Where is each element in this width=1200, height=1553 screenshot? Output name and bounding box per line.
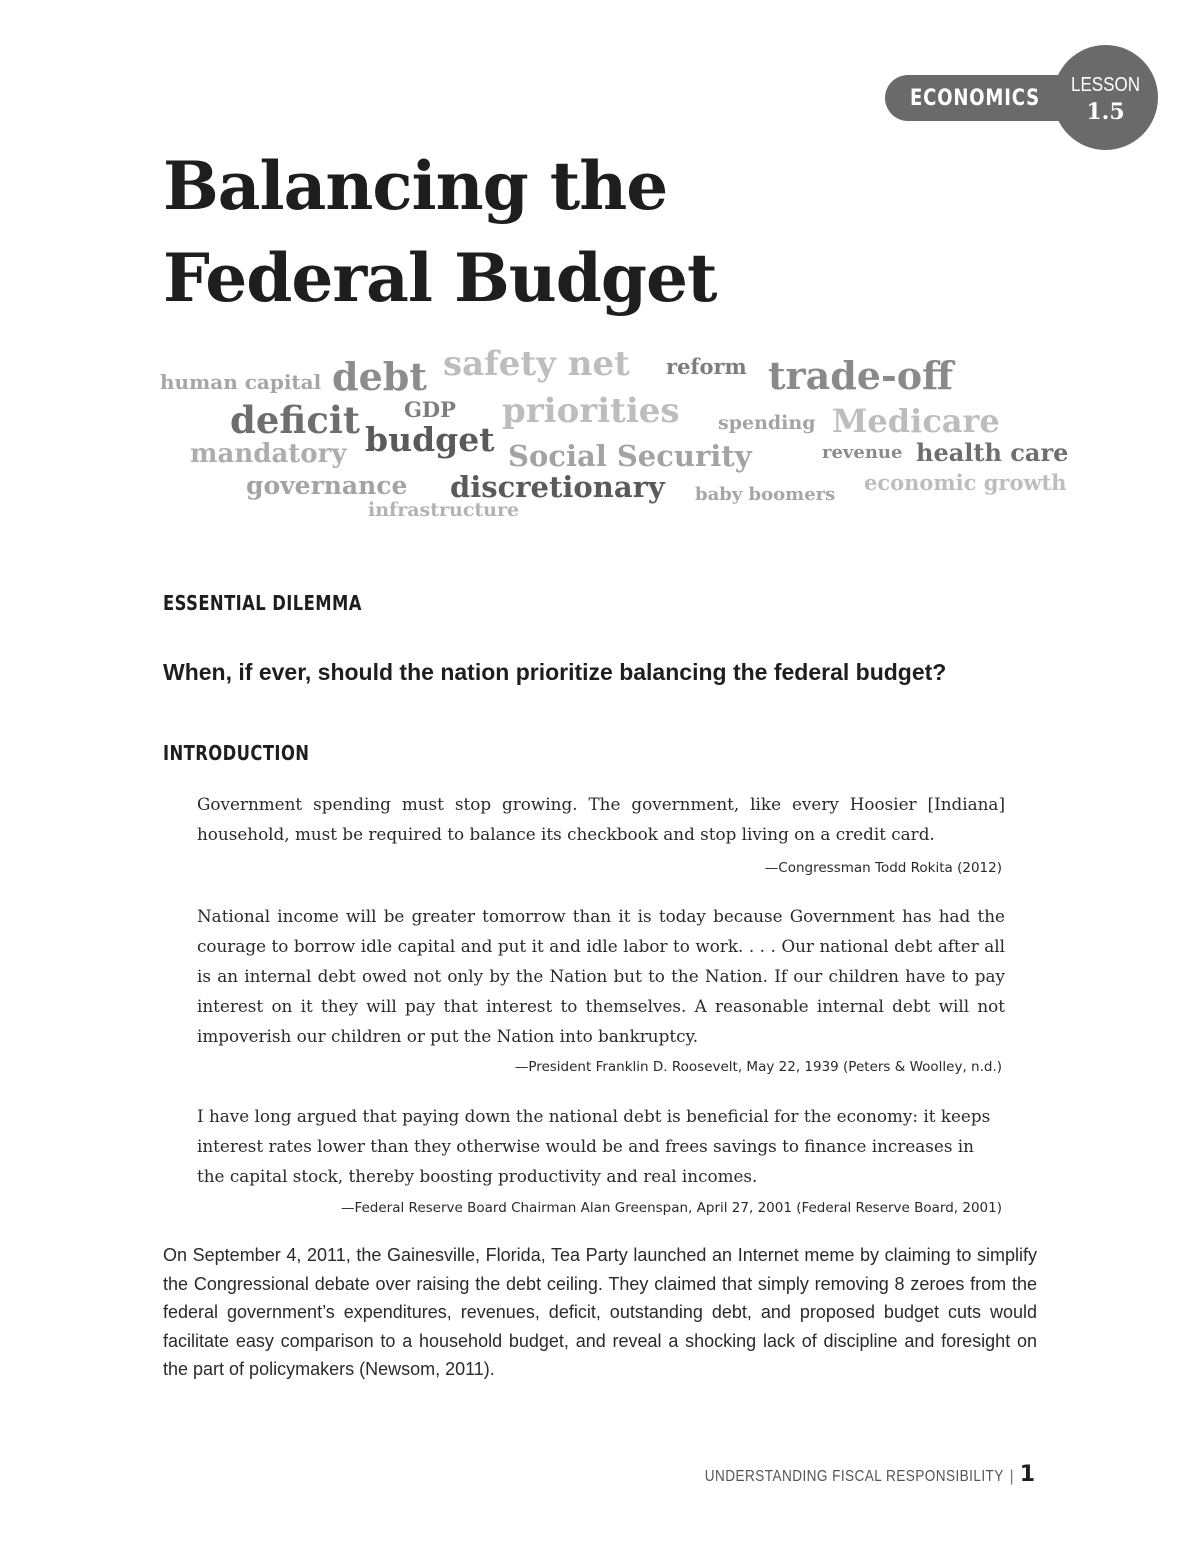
word-cloud-term: governance [246, 471, 408, 500]
subject-label: ECONOMICS [910, 86, 1040, 111]
page-number: 1 [1019, 1462, 1035, 1487]
footer-title: UNDERSTANDING FISCAL RESPONSIBILITY [704, 1468, 1004, 1485]
word-cloud-term: Medicare [832, 402, 1000, 440]
word-cloud-term: economic growth [864, 470, 1067, 495]
quote-text: I have long argued that paying down the national debt is beneficial for the economy: it keeps interest rates lower than they otherwise would be and frees savings to finance increases in the capital stock, thereby boosting productivity and real incomes. [197, 1106, 991, 1186]
word-cloud-term: reform [666, 354, 747, 379]
quote-text: National income will be greater tomorrow than it is today because Government has had the courage to borrow idle capital and put it and idle labor to work. . . . Our national debt after all is an internal debt owed not only by the Nation but to the Nation. If our children have to pay interest on it they will pay that interest to themselves. A reasonable internal debt will not impoverish our children or put the Nation into bankruptcy. [197, 906, 1005, 1046]
word-cloud-term: spending [718, 412, 816, 434]
word-cloud-term: revenue [822, 442, 903, 463]
quote-attribution: —Congressman Todd Rokita (2012) [764, 860, 1002, 876]
page-title-line-2: Federal Budget [163, 239, 717, 317]
word-cloud-term: human capital [160, 370, 322, 394]
word-cloud-term: health care [916, 438, 1069, 467]
introduction-heading: INTRODUCTION [163, 741, 310, 765]
lesson-number: 1.5 [1086, 99, 1125, 125]
word-cloud-term: trade-off [768, 353, 954, 398]
word-cloud-term: discretionary [450, 470, 665, 504]
word-cloud-term: baby boomers [695, 484, 836, 505]
footer-separator: | [1009, 1468, 1014, 1485]
word-cloud-term: Social Security [508, 439, 752, 473]
page-title-line-1: Balancing the [163, 147, 668, 225]
word-cloud-term: GDP [404, 397, 456, 422]
word-cloud-term: debt [332, 354, 427, 399]
word-cloud-term: budget [365, 420, 495, 459]
quote-text: Government spending must stop growing. The government, like every Hoosier [Indiana] household, must be required to balance its checkbook and stop living on a credit card. [197, 794, 1005, 844]
word-cloud-term: priorities [502, 391, 680, 431]
essential-dilemma-question: When, if ever, should the nation prioritize balancing the federal budget? [163, 659, 947, 685]
essential-dilemma-heading: ESSENTIAL DILEMMA [163, 591, 362, 615]
quote-attribution: —President Franklin D. Roosevelt, May 22, 1939 (Peters & Woolley, n.d.) [514, 1059, 1002, 1075]
word-cloud-term: mandatory [190, 439, 347, 469]
word-cloud-term: deficit [230, 398, 360, 442]
word-cloud-term: infrastructure [368, 499, 520, 521]
quote-attribution: —Federal Reserve Board Chairman Alan Greenspan, April 27, 2001 (Federal Reserve Board, 2001) [340, 1200, 1002, 1216]
word-cloud-term: safety net [443, 344, 630, 384]
introduction-paragraph: On September 4, 2011, the Gainesville, Florida, Tea Party launched an Internet meme by claiming to simplify the Congressional debate over raising the debt ceiling. They claimed that simply removing 8 zeroes from the federal government’s expenditures, revenues, deficit, outstanding debt, and proposed budget cuts would facilitate easy comparison to a household budget, and reveal a shocking lack of discipline and foresight on the part of policymakers (Newsom, 2011). [163, 1245, 1037, 1379]
page-title [163, 140, 963, 324]
lesson-label: LESSON [1071, 74, 1140, 96]
page-footer [652, 1462, 1035, 1487]
